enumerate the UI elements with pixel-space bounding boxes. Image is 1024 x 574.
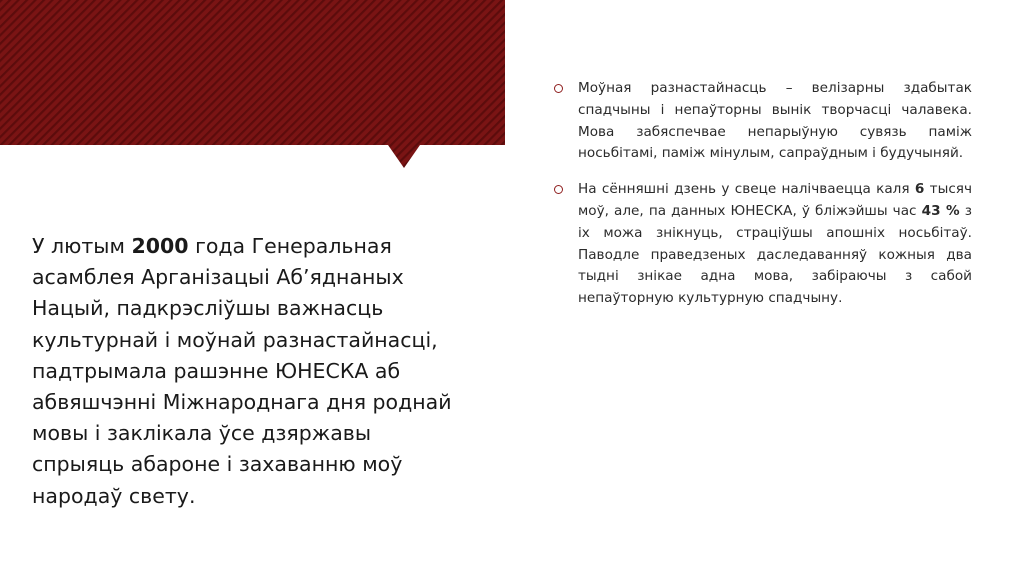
banner-shape (0, 0, 505, 168)
endangered-percent: 43 % (921, 202, 960, 219)
lead-paragraph (32, 231, 452, 512)
lead-body: года Генеральная асамблея Арганізацыі Аб’яднаных Нацый, падкрэсліўшы важнасць культурнай і моўнай разнастайнасці, падтрымала рашэнне ЮНЕСКА аб абвяшчэнні Міжнароднага дня роднай мовы і заклікала ўсе дзяржавы спрыяць абароне і захаванню моў народаў свету. (32, 234, 452, 508)
lead-prefix: У лютым (32, 234, 132, 258)
circle-bullet-icon (554, 84, 563, 93)
lead-year: 2000 (131, 234, 189, 258)
languages-count: 6 (914, 181, 925, 198)
bullet-item-diversity (552, 78, 972, 165)
bullet-list (552, 78, 972, 324)
bullet-item-statistics (552, 179, 972, 310)
bullet-text: Моўная разнастайнасць – велізарны здабытак спадчыны і непаўторны вынік творчасці чалавека. Мова забяспечвае непарыўную сувязь паміж носьбітамі, паміж мінулым, сапраўдным і будучыняй. (578, 80, 972, 162)
circle-bullet-icon (554, 185, 563, 194)
header-banner (0, 0, 505, 170)
bullet-text-part1: На сённяшні дзень у свеце налічваецца каля (578, 181, 915, 198)
bullet-text-part3: з іх можа знікнуць, страціўшы апошніх носьбітаў. Паводле праведзеных даследаванняў кожныя два тыдні знікае адна мова, забіраючы з сабой непаўторную культурную спадчыну. (578, 202, 972, 307)
bullet-text-part2: тысяч моў, але, па данных ЮНЕСКА, ў бліжэйшы час (578, 181, 972, 219)
